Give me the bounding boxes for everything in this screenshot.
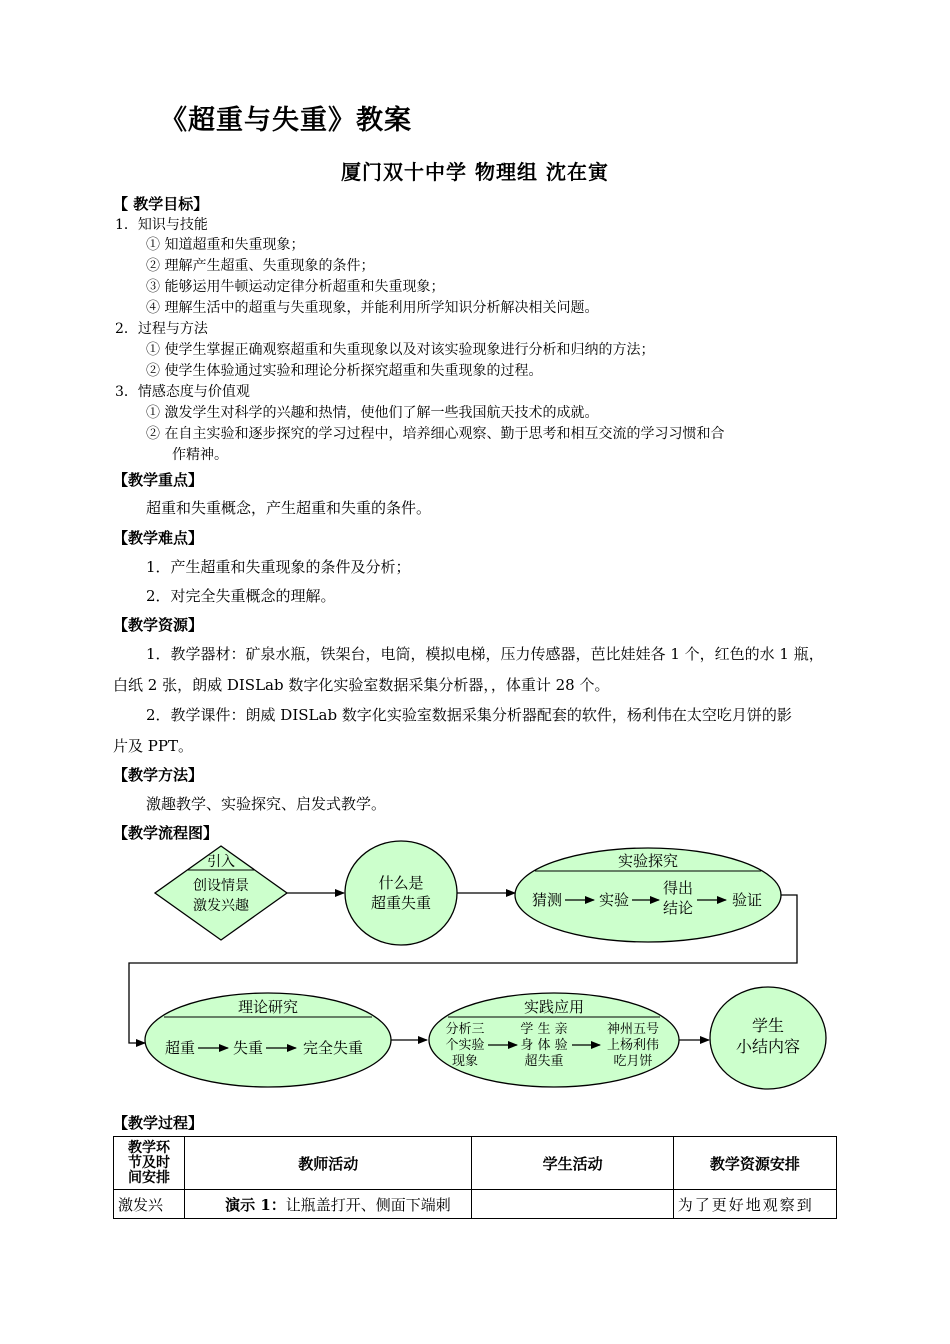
theory-step-overweight: 超重 [164,1039,196,1057]
difficulty-item: 1．产生超重和失重现象的条件及分析； [146,558,411,576]
difficulties-heading: 【教学难点】 [113,529,204,547]
row-resource: 为了更好地观察到 [673,1190,836,1219]
resources-line: 2．教学课件：朗威 DISLab 数字化实验室数据采集分析器配套的软件，杨利伟在太空吃月饼的影 [146,706,792,724]
resources-line: 片及 PPT。 [113,737,193,755]
difficulty-item: 2．对完全失重概念的理解。 [146,587,336,605]
flowchart-heading: 【教学流程图】 [113,824,219,842]
explore-step-conclude-2: 结论 [662,899,694,917]
explore-step-verify: 验证 [731,891,763,909]
objectives-heading: 【 教学目标】 [113,195,209,213]
objective-item: ② 在自主实验和逐步探究的学习过程中，培养细心观察、勤于思考和相互交流的学习习惯和合 [146,426,725,442]
objective-item-continued: 作精神。 [172,447,228,463]
practice-b-line: 超失重 [524,1054,564,1069]
table-row [114,1190,837,1219]
resources-line: 1．教学器材：矿泉水瓶，铁架台，电筒，模拟电梯，压力传感器，芭比娃娃各 1 个，红色的水 1 瓶， [146,645,824,663]
row-stage: 激发兴 [114,1190,185,1219]
explore-step-conclude-1: 得出 [662,879,694,897]
explore-label: 实验探究 [617,852,679,870]
practice-b-line: 身 体 验 [520,1038,568,1053]
practice-label: 实践应用 [523,998,585,1016]
concept-circle [345,841,457,945]
methods-text: 激趣教学、实验探究、启发式教学。 [146,795,387,813]
demo-text: 让瓶盖打开、侧面下端刺 [285,1195,451,1214]
row-student [472,1190,673,1219]
theory-step-weightless: 失重 [232,1039,264,1057]
document-title: 《超重与失重》教案 [160,105,412,136]
theory-label: 理论研究 [237,998,299,1016]
demo-label: 演示 1： [225,1195,286,1214]
table-header-row [114,1137,837,1190]
methods-heading: 【教学方法】 [113,766,204,784]
theory-step-complete-weightless: 完全失重 [302,1039,364,1057]
header-student: 学生活动 [472,1137,673,1190]
summary-line-2: 小结内容 [735,1037,801,1056]
process-table [113,1136,837,1219]
process-heading: 【教学过程】 [113,1114,204,1132]
intro-line-2: 激发兴趣 [193,898,249,914]
key-points-text: 超重和失重概念，产生超重和失重的条件。 [146,499,432,517]
summary-line-1: 学生 [751,1016,785,1035]
objective-item: ② 使学生体验通过实验和理论分析探究超重和失重现象的过程。 [146,363,543,379]
objective-item: ① 激发学生对科学的兴趣和热情，使他们了解一些我国航天技术的成就。 [146,405,599,421]
row-teacher [185,1190,472,1219]
practice-a-line: 分析三 [445,1022,485,1037]
header-teacher: 教师活动 [185,1137,472,1190]
concept-line-1: 什么是 [378,874,424,892]
practice-a-line: 个实验 [445,1038,485,1053]
practice-c-line: 吃月饼 [613,1054,653,1069]
objective-item: ③ 能够运用牛顿运动定律分析超重和失重现象； [146,279,445,295]
intro-label: 引入 [207,854,235,870]
explore-step-guess: 猜测 [531,891,563,909]
header-resource: 教学资源安排 [673,1137,836,1190]
practice-b-line: 学 生 亲 [520,1022,568,1037]
practice-c-line: 上杨利伟 [606,1038,660,1053]
practice-a-line: 现象 [451,1054,479,1069]
resources-line: 白纸 2 张，朗威 DISLab 数字化实验室数据采集分析器，，体重计 28 个。 [113,676,610,694]
key-points-heading: 【教学重点】 [113,471,204,489]
author-line: 厦门双十中学 物理组 沈在寅 [341,160,609,184]
objective-item: ② 理解产生超重、失重现象的条件； [146,258,375,274]
objectives-group-1-title: 1．知识与技能 [115,217,208,233]
objectives-group-2-title: 2．过程与方法 [115,321,208,337]
objective-item: ① 使学生掌握正确观察超重和失重现象以及对该实验现象进行分析和归纳的方法； [146,342,655,358]
concept-line-2: 超重失重 [370,894,432,912]
explore-step-experiment: 实验 [598,891,630,909]
practice-c-line: 神州五号 [606,1022,660,1037]
intro-line-1: 创设情景 [193,878,249,894]
header-stage: 教学环 节及时 间安排 [114,1137,185,1190]
objective-item: ① 知道超重和失重现象； [146,237,305,253]
objectives-group-3-title: 3．情感态度与价值观 [115,384,250,400]
objective-item: ④ 理解生活中的超重与失重现象，并能利用所学知识分析解决相关问题。 [146,300,599,316]
resources-heading: 【教学资源】 [113,616,204,634]
